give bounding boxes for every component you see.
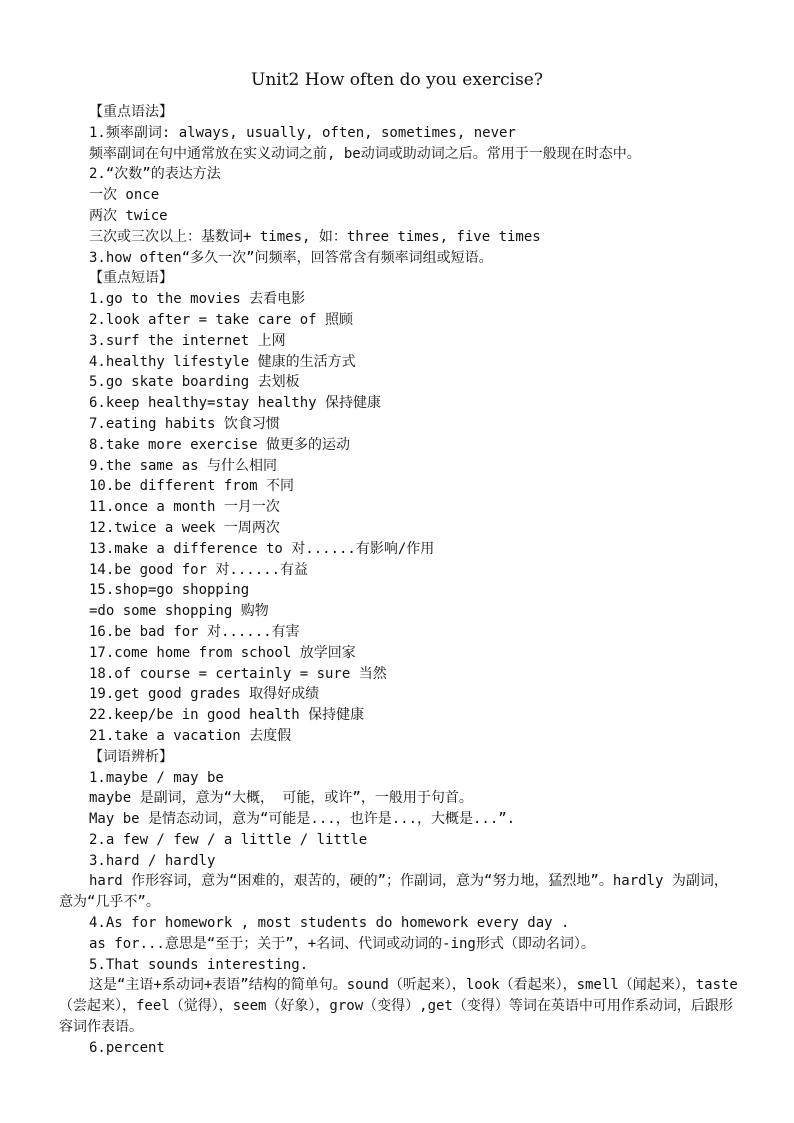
text-line: 14.be good for 对......有益	[89, 561, 309, 578]
text-line: May be 是情态动词，意为“可能是...，也许是...，大概是...”.	[89, 811, 516, 828]
text-line: 频率副词在句中通常放在实义动词之前, be动词或助动词之后。常用于一般现在时态中。	[89, 145, 641, 162]
text-line: 3.how often“多久一次”问频率，回答常含有频率词组或短语。	[89, 249, 493, 266]
text-line: 1.频率副词: always, usually, often, sometimes, never	[89, 124, 516, 141]
text-line: 8.take more exercise 做更多的运动	[89, 436, 351, 453]
text-line: 3.hard / hardly	[89, 852, 216, 869]
section-heading: 【词语辨析】	[89, 748, 173, 765]
text-line: 1.go to the movies 去看电影	[89, 291, 306, 308]
text-line: =do some shopping 购物	[89, 603, 269, 620]
section-heading: 【重点语法】	[89, 104, 173, 120]
text-line: 两次 twice	[89, 207, 168, 224]
text-line: maybe 是副词，意为“大概， 可能，或许”，一般用于句首。	[89, 790, 473, 807]
text-line: 15.shop=go shopping	[89, 582, 250, 599]
section-heading: 【重点短语】	[89, 270, 173, 287]
text-line: 10.be different from 不同	[89, 478, 295, 495]
text-line: 3.surf the internet 上网	[89, 332, 286, 349]
text-line: 21.take a vacation 去度假	[89, 727, 292, 744]
text-line: 6.keep healthy=stay healthy 保持健康	[89, 395, 382, 412]
text-line: 6.percent	[89, 1039, 165, 1056]
text-line: 19.get good grades 取得好成绩	[89, 686, 320, 703]
text-line: 2.“次数”的表达方法	[89, 166, 221, 183]
text-paragraph: hard 作形容词，意为“困难的，艰苦的，硬的”；作副词，意为“努力地，猛烈地”。hardly 为副词，意为“几乎不”。	[59, 873, 728, 911]
text-line: 13.make a difference to 对......有影响/作用	[89, 540, 435, 557]
text-line: 三次或三次以上：基数词+ times, 如：three times, five times	[89, 228, 541, 245]
document-body	[59, 102, 739, 1059]
text-line: 17.come home from school 放学回家	[89, 644, 356, 661]
text-line: 5.go skate boarding 去划板	[89, 374, 300, 391]
text-paragraph: 这是“主语+系动词+表语”结构的简单句。sound（听起来），look（看起来），smell（闻起来），taste（尝起来），feel（觉得），seem（好象），grow（变得）,get（变得）等词在英语中可用作系动词，后跟形容词作表语。	[59, 977, 738, 1036]
text-line: 7.eating habits 饮食习惯	[89, 415, 280, 432]
text-line: as for...意思是“至于；关于”，+名词、代词或动词的-ing形式（即动名词）。	[89, 935, 595, 952]
text-line: 2.look after = take care of 照顾	[89, 311, 354, 328]
page-title: Unit2 How often do you exercise?	[251, 70, 543, 90]
text-line: 2.a few / few / a little / little	[89, 831, 368, 848]
text-line: 11.once a month 一月一次	[89, 499, 280, 516]
text-line: 5.That sounds interesting.	[89, 956, 309, 973]
text-line: 16.be bad for 对......有害	[89, 623, 300, 640]
text-line: 9.the same as 与什么相同	[89, 457, 278, 474]
text-line: 22.keep/be in good health 保持健康	[89, 707, 365, 724]
text-line: 一次 once	[89, 187, 160, 204]
text-line: 4.healthy lifestyle 健康的生活方式	[89, 353, 356, 370]
text-line: 18.of course = certainly = sure 当然	[89, 665, 387, 682]
text-line: 4.As for homework , most students do homework every day .	[89, 915, 570, 932]
text-line: 1.maybe / may be	[89, 769, 224, 786]
text-line: 12.twice a week 一周两次	[89, 519, 280, 536]
